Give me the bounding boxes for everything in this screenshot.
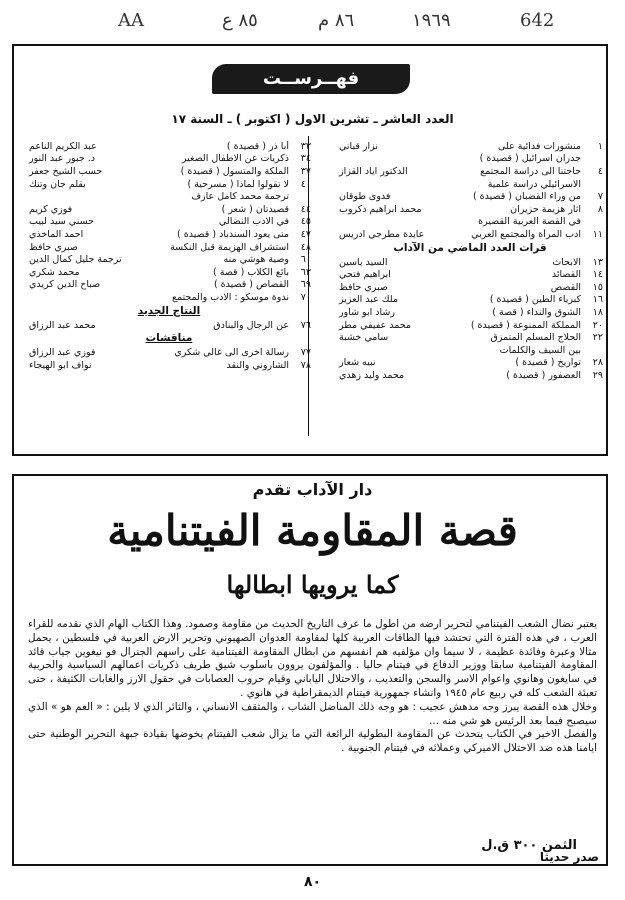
toc-entry xyxy=(337,268,603,281)
toc-continuation xyxy=(337,153,603,166)
toc-entry xyxy=(27,165,311,178)
advert-paragraph: والفصل الاخير في الكتاب يتحدث عن المقاومة البطولية الرائعة التي ما يزال شعب الفيتنام يخوضها بقيادة جبهة التحرير الوطنية حتى ايامنا هذه ضد الاحتلال الاميركي وعملائه في فيتنام الجنوبية . xyxy=(28,728,597,755)
toc-author: حسني سيد لبيب xyxy=(29,216,94,228)
advert-description xyxy=(28,618,597,756)
toc-entry xyxy=(27,359,311,372)
toc-author: صباح الدين كريدي xyxy=(29,279,101,291)
toc-entry xyxy=(337,357,603,370)
toc-entry xyxy=(27,253,311,266)
contents-title: فهــرســت xyxy=(212,64,410,94)
advert-price: الثمن ٣٠٠ ق.ل xyxy=(481,838,577,853)
toc-page-number: ٣٧ xyxy=(300,165,311,177)
toc-entry xyxy=(337,331,603,344)
toc-title: منشورات فدائية على xyxy=(497,140,581,152)
handwritten-note: ٨٦ م xyxy=(318,10,355,31)
toc-author: فدوى طوقان xyxy=(339,191,391,203)
toc-entry xyxy=(27,266,311,279)
toc-author: نواف ابو الهيجاء xyxy=(29,359,92,371)
toc-page-number: ٣٤ xyxy=(300,153,311,165)
toc-title: ندوة موسكو : الادب والمجتمع xyxy=(172,291,289,303)
toc-title: القصائد xyxy=(551,269,581,281)
toc-title: القصص xyxy=(550,281,581,293)
toc-author: محمد عبد الرزاق xyxy=(29,319,96,331)
toc-title: لا تقولوا لماذا ( مسرحية ) xyxy=(187,178,289,190)
toc-page-number: ٤٨ xyxy=(300,241,311,253)
toc-page-number: ١ xyxy=(597,140,603,152)
toc-author: فوزي عبد الرزاق xyxy=(29,347,96,359)
toc-title: حاجتنا الى دراسة المجتمع xyxy=(480,165,581,177)
toc-page-number: ١٨ xyxy=(592,306,603,318)
toc-entry xyxy=(337,203,603,216)
toc-title: كبرياء الطين ( قصيدة ) xyxy=(489,294,581,306)
toc-title: قصيدتان ( شعر ) xyxy=(221,203,289,215)
toc-page-number: ١١ xyxy=(592,228,603,240)
toc-title: في القصة العربية القصيرة xyxy=(478,216,581,228)
advert-paragraph: يعتبر نضال الشعب الفيتنامي لتحرير ارضه من اطول ما عرف التاريخ الحديث من مقاومة وصمود. وهذا الكتاب الهام الذي نقدمه للقراء العرب ، في هذه الفترة التي تحتشد فيها الطاقات العربية كلها لمقاومة العدوان الصهيوني وتحرير الارض العربية في فلسطين ، يحمل مثالا وعبرة وفائدة عظيمة ، لا سيما وان مؤلفيه هم انفسهم من ابطال المقاومة الفيتنامية على راسهم الجنرال فو نيغوين جياب قائد المقاومة الفيتنامية سابقا ووزير الدفاع في فيتنام حاليا . والمؤلفون يروون باسلوب شيق طريف ذكريات اعمالهم السياسية والحربية في سايغون وهانوي واعوام الاسر والسجن والتعذيب ، والاحتلال الياباني وقيام حروب العصابات في حقول الارز والغابات الكثيفة ، حتى تعبئة الشعب كله في ربيع عام ١٩٤٥ وانشاء جمهورية فيتنام الديمقراطية في هانوي . xyxy=(28,618,597,699)
toc-page-number: ٧٠ xyxy=(300,291,311,303)
toc-title: الملكة والمتسول ( قصيدة ) xyxy=(180,165,289,177)
toc-title: العصفور ( قصيدة ) xyxy=(506,369,581,381)
toc-page-number: ٦٠ xyxy=(300,254,311,266)
toc-page-number: ٢٩ xyxy=(592,369,603,381)
toc-page-number: ٦٩ xyxy=(300,279,311,291)
toc-title: رسالة اخرى الى غالي شكري xyxy=(174,347,289,359)
toc-entry xyxy=(337,281,603,294)
toc-page-number: ٤٥ xyxy=(300,216,311,228)
toc-title: من وراء القضبان ( قصيدة ) xyxy=(472,191,581,203)
toc-title: جدران اسرائيل ( قصيدة ) xyxy=(479,153,581,165)
toc-entry xyxy=(27,319,311,332)
toc-title: الابحاث xyxy=(552,256,581,268)
toc-author: بقلم جان وتنك xyxy=(29,178,86,190)
section-heading: قرات العدد الماضي من الآداب xyxy=(393,241,547,254)
toc-title: ذكريات عن الاطفال الصغير xyxy=(181,153,289,165)
toc-page-number: ١٤ xyxy=(592,269,603,281)
toc-author: ملك عبد العزيز xyxy=(339,294,399,306)
toc-title: الاسرائيلي دراسة علمية xyxy=(487,178,581,190)
toc-author: ابراهيم فتحي xyxy=(339,269,391,281)
toc-entry xyxy=(337,256,603,269)
toc-author: ترجمة جليل كمال الدين xyxy=(29,254,122,266)
handwritten-note: ٨٥ ع xyxy=(222,10,258,31)
page-number: ٨٠ xyxy=(303,874,322,890)
toc-author: محمد عفيفي مطر xyxy=(339,319,411,331)
toc-page-number: ٧٧ xyxy=(300,347,311,359)
section-heading: النتاج الجديد xyxy=(137,304,201,317)
toc-author: احمد الماخذي xyxy=(29,228,84,240)
toc-entry xyxy=(337,319,603,332)
toc-author: محمد ابراهيم دكروب xyxy=(339,203,422,215)
toc-entry xyxy=(337,306,603,319)
toc-continuation xyxy=(337,216,603,229)
toc-page-number: ٤٠ xyxy=(300,178,311,190)
toc-entry xyxy=(337,190,603,203)
toc-title: آثار هزيمة حزيران xyxy=(510,203,581,215)
toc-page-number: ٦٣ xyxy=(300,266,311,278)
toc-title: في الادب النضالي xyxy=(218,216,289,228)
toc-title: تواريخ ( قصيدة ) xyxy=(515,357,581,369)
toc-title: أبا ذر ( قصيدة ) xyxy=(226,140,289,152)
handwritten-note: ١٩٦٩ xyxy=(412,10,451,31)
handwritten-note: AA xyxy=(118,10,144,31)
toc-page-number: ٨ xyxy=(597,203,603,215)
toc-page-number: ٢٨ xyxy=(592,357,603,369)
toc-title: عن الرجال والبنادق xyxy=(213,319,289,331)
toc-entry xyxy=(27,153,311,166)
toc-author: صبري حافظ xyxy=(339,281,388,293)
toc-title: بين السيف والكلمات xyxy=(499,344,581,356)
toc-page-number: ٧٨ xyxy=(300,359,311,371)
toc-title: ادب المرأة والمجتمع العربي xyxy=(471,228,581,240)
toc-entry xyxy=(27,203,311,216)
toc-entry xyxy=(337,369,603,382)
toc-entry xyxy=(27,346,311,359)
advert-status: صدر حديثا xyxy=(539,850,599,864)
toc-title: الشوق والنداء ( قصة ) xyxy=(492,306,581,318)
issue-line: العدد العاشر ـ تشرين الاول ( اكتوبر ) ـ السنة ١٧ xyxy=(171,112,454,126)
toc-author: حسب الشيخ جعفر xyxy=(29,165,103,177)
toc-title: المملكة الممنوعة ( قصيدة ) xyxy=(470,319,581,331)
toc-title: الشاروني والنقد xyxy=(226,359,289,371)
toc-page-number: ١٦ xyxy=(592,294,603,306)
toc-page-number: ٤٧ xyxy=(300,228,311,240)
toc-entry xyxy=(27,178,311,191)
toc-author: نزار قباني xyxy=(339,140,378,152)
toc-entry xyxy=(337,165,603,178)
toc-title: استشراف الهزيمة قبل النكسة xyxy=(170,241,289,253)
toc-page-number: ١٥ xyxy=(592,281,603,293)
toc-author: الدكتور اياد القزاز xyxy=(339,165,408,177)
section-heading: مناقشات xyxy=(145,332,193,345)
advert-book-title: قصة المقاومة الفيتنامية xyxy=(107,506,518,555)
toc-page-number: ٤ xyxy=(597,165,603,177)
toc-title: القصاص ( قصيدة ) xyxy=(213,279,289,291)
toc-entry xyxy=(337,294,603,307)
toc-page-number: ٢٠ xyxy=(592,319,603,331)
contents-right-column xyxy=(337,140,603,382)
toc-continuation xyxy=(337,178,603,191)
toc-page-number: ٧٦ xyxy=(300,319,311,331)
toc-entry xyxy=(337,140,603,153)
toc-entry xyxy=(27,279,311,292)
toc-author: محمد وليد زهدي xyxy=(339,369,405,381)
toc-continuation xyxy=(337,344,603,357)
handwritten-annotations xyxy=(0,6,625,36)
toc-page-number: ١٣ xyxy=(592,256,603,268)
toc-author: رشاد ابو شاور xyxy=(339,306,395,318)
advert-book-subtitle: كما يرويها ابطالها xyxy=(226,570,399,599)
toc-page-number: ٧ xyxy=(597,191,603,203)
toc-credit xyxy=(27,190,311,203)
handwritten-note: 642 xyxy=(520,10,555,31)
toc-entry xyxy=(27,216,311,229)
toc-author: السيد ياسين xyxy=(339,256,388,268)
toc-entry xyxy=(27,241,311,254)
toc-page-number: ٤٤ xyxy=(300,203,311,215)
toc-author: د. جبور عبد النور xyxy=(29,153,95,165)
toc-entry xyxy=(337,228,603,241)
advert-paragraph: وخلال هذه القصة يبرز وجه مدهش عجيب : هو وجه ذلك المناضل الشاب ، والمثقف الانساني ، والثائر الذي لا يلين : « العم هو » الذي سيصبح فيما بعد الرئيس هو شي منه ... xyxy=(28,700,597,727)
toc-page-number: ٢٢ xyxy=(592,332,603,344)
advert-publisher: دار الآداب تقدم xyxy=(252,480,373,499)
contents-left-column xyxy=(27,140,311,372)
toc-title: الحلاج المسلم المتمزق xyxy=(490,332,581,344)
toc-author: عبد الكريم الناعم xyxy=(29,140,97,152)
toc-entry xyxy=(27,140,311,153)
toc-title: متى يعود السندباد ( قصيدة ) xyxy=(177,228,289,240)
toc-entry xyxy=(27,228,311,241)
toc-author: فوزي كريم xyxy=(29,203,73,215)
toc-title: بائع الكلاب ( قصة ) xyxy=(213,266,289,278)
toc-page-number: ٣٣ xyxy=(300,140,311,152)
toc-author: نبيه شعار xyxy=(339,357,376,369)
toc-title: وصية هوشي منه xyxy=(223,254,289,266)
toc-author: سامي خشبة xyxy=(339,332,389,344)
toc-author: محمد شكري xyxy=(29,266,80,278)
toc-author: صبري حافظ xyxy=(29,241,78,253)
toc-entry xyxy=(27,291,311,304)
toc-author: ترجمة محمد كامل عارف xyxy=(191,191,289,203)
toc-author: عايدة مطرجي ادريس xyxy=(339,228,425,240)
